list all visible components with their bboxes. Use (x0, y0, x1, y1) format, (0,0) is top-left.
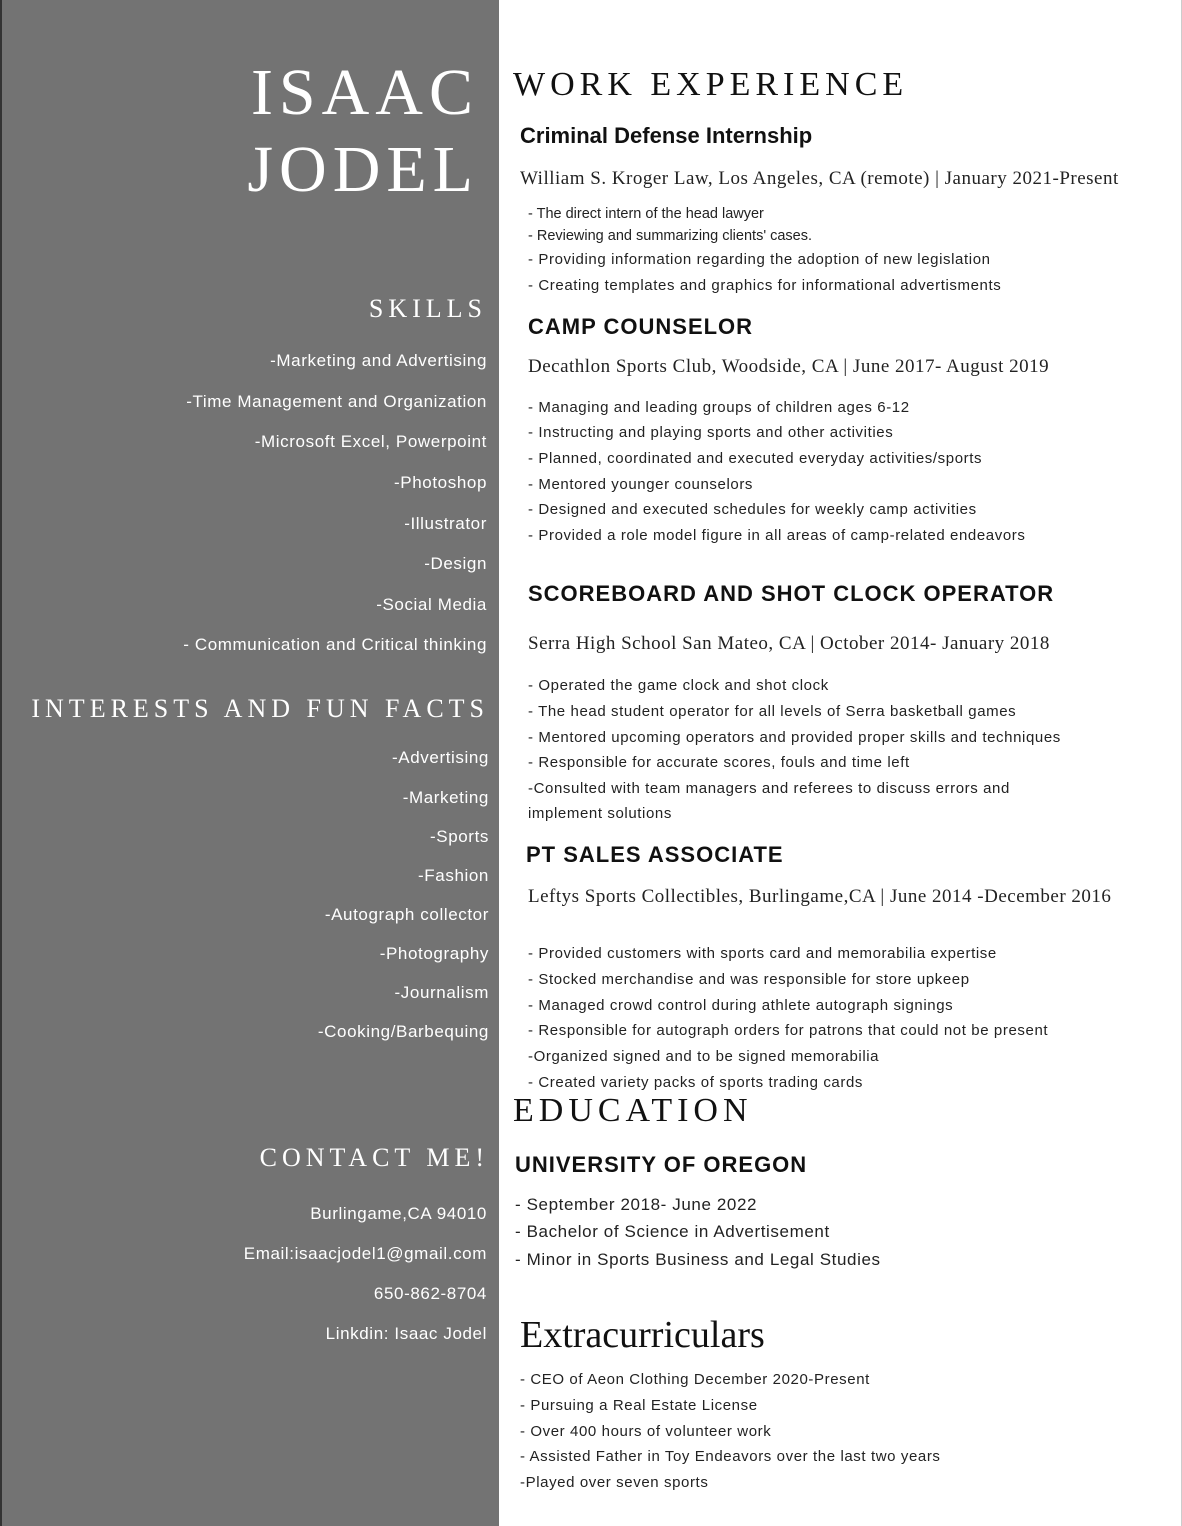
job-bullet: - Creating templates and graphics for informational advertisments (528, 277, 1002, 294)
job-subtitle: Serra High School San Mateo, CA | October 2014- January 2018 (528, 633, 1050, 654)
job-bullet: - Managing and leading groups of children ages 6-12 (528, 399, 910, 416)
job-bullet: - Stocked merchandise and was responsible for store upkeep (528, 971, 970, 988)
skill-item: -Social Media (376, 595, 487, 614)
job-bullet: - Responsible for autograph orders for patrons that could not be present (528, 1022, 1049, 1039)
job-subtitle: William S. Kroger Law, Los Angeles, CA (remote) | January 2021-Present (520, 168, 1119, 189)
job-bullet: -Organized signed and to be signed memorabilia (528, 1048, 880, 1065)
contact-linkedin: Linkdin: Isaac Jodel (325, 1324, 487, 1343)
name-first: ISAAC (250, 56, 479, 129)
job-title: SCOREBOARD AND SHOT CLOCK OPERATOR (528, 581, 1055, 606)
extracurricular-item: - Assisted Father in Toy Endeavors over the last two years (520, 1448, 941, 1465)
job-subtitle: Decathlon Sports Club, Woodside, CA | June 2017- August 2019 (528, 356, 1050, 377)
job-bullet: - Mentored upcoming operators and provided proper skills and techniques (528, 729, 1061, 746)
job-bullet: - Created variety packs of sports trading cards (528, 1074, 863, 1091)
skills-heading: SKILLS (368, 294, 487, 323)
main-content (499, 0, 1182, 1526)
job-bullet: - Managed crowd control during athlete autograph signings (528, 997, 954, 1014)
extracurriculars-heading: Extracurriculars (520, 1314, 765, 1356)
extracurricular-item: - Over 400 hours of volunteer work (520, 1423, 772, 1440)
job-bullet: - Reviewing and summarizing clients' cases. (528, 228, 813, 244)
job-bullet: - Provided customers with sports card and memorabilia expertise (528, 945, 997, 962)
interests-heading: INTERESTS AND FUN FACTS (31, 694, 489, 723)
education-item: - September 2018- June 2022 (515, 1195, 758, 1214)
work-experience-heading: WORK EXPERIENCE (513, 66, 909, 103)
skill-item: -Photoshop (394, 473, 487, 492)
job-title: Criminal Defense Internship (520, 123, 813, 148)
sidebar (0, 0, 499, 1526)
job-bullet: - Planned, coordinated and executed everyday activities/sports (528, 450, 983, 467)
interest-item: -Cooking/Barbequing (317, 1022, 489, 1041)
interest-item: -Sports (430, 827, 489, 846)
interest-item: -Photography (379, 944, 489, 963)
skill-item: -Time Management and Organization (186, 392, 487, 411)
job-bullet: -Consulted with team managers and referees to discuss errors and implement solutions (528, 780, 1010, 822)
interest-item: -Marketing (402, 788, 489, 807)
interest-item: -Fashion (418, 866, 489, 885)
skill-item: -Illustrator (404, 514, 487, 533)
skill-item: -Marketing and Advertising (270, 351, 487, 370)
contact-heading: CONTACT ME! (259, 1143, 489, 1172)
job-bullet: - Mentored younger counselors (528, 476, 754, 493)
extracurricular-item: - Pursuing a Real Estate License (520, 1397, 758, 1414)
job-bullet: - Providing information regarding the adoption of new legislation (528, 251, 991, 268)
education-item: - Bachelor of Science in Advertisement (515, 1222, 830, 1241)
contact-phone: 650-862-8704 (373, 1284, 487, 1303)
school-name: UNIVERSITY OF OREGON (515, 1152, 808, 1177)
job-subtitle: Leftys Sports Collectibles, Burlingame,CA | June 2014 -December 2016 (528, 886, 1112, 907)
skill-item: - Communication and Critical thinking (183, 635, 487, 654)
contact-email: Email:isaacjodel1@gmail.com (243, 1244, 487, 1263)
interest-item: -Autograph collector (324, 905, 489, 924)
contact-address: Burlingame,CA 94010 (310, 1204, 487, 1223)
extracurricular-item: - CEO of Aeon Clothing December 2020-Present (520, 1371, 870, 1388)
skill-item: -Design (424, 554, 487, 573)
interest-item: -Advertising (392, 748, 489, 767)
name-last: JODEL (247, 133, 479, 206)
job-bullet: - Instructing and playing sports and other activities (528, 424, 894, 441)
skill-item: -Microsoft Excel, Powerpoint (254, 432, 487, 451)
job-title: CAMP COUNSELOR (528, 314, 754, 339)
job-bullet: - Operated the game clock and shot clock (528, 677, 829, 694)
education-item: - Minor in Sports Business and Legal Studies (515, 1250, 881, 1269)
job-bullet: - Responsible for accurate scores, fouls and time left (528, 754, 910, 771)
extracurricular-item: -Played over seven sports (520, 1474, 709, 1491)
job-bullet: - Provided a role model figure in all areas of camp-related endeavors (528, 527, 1026, 544)
job-bullet: - Designed and executed schedules for weekly camp activities (528, 501, 977, 518)
job-bullet: - The head student operator for all levels of Serra basketball games (528, 703, 1017, 720)
job-title: PT SALES ASSOCIATE (526, 842, 784, 867)
education-heading: EDUCATION (513, 1092, 753, 1129)
job-bullet: - The direct intern of the head lawyer (528, 206, 764, 222)
interest-item: -Journalism (394, 983, 489, 1002)
